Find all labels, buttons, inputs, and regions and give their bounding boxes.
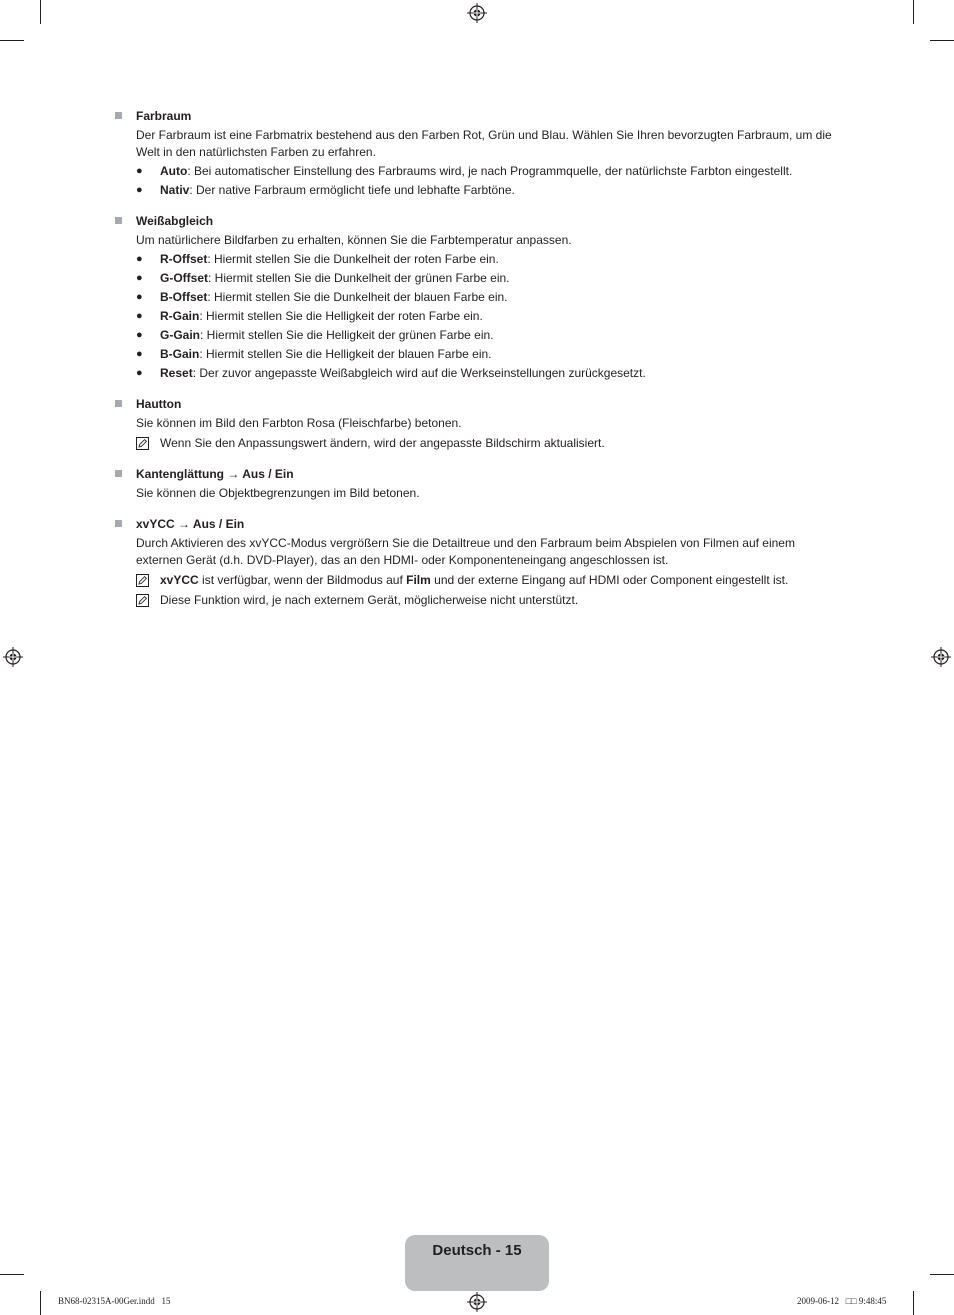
- section-title: Farbraum: [136, 109, 192, 123]
- note-pencil-icon: [136, 574, 160, 591]
- square-bullet-icon: [115, 466, 136, 483]
- crop-mark: [913, 1291, 914, 1315]
- item-text: : Hiermit stellen Sie die Dunkelheit der grünen Farbe ein.: [208, 271, 510, 285]
- item-term: R-Offset: [160, 252, 208, 266]
- note-term: Film: [406, 573, 431, 587]
- item-text: : Hiermit stellen Sie die Dunkelheit der roten Farbe ein.: [207, 252, 499, 266]
- note-text-part: und der externe Eingang auf HDMI oder Component eingestellt ist.: [430, 573, 789, 587]
- item-term: R-Gain: [160, 309, 200, 323]
- list-item: [136, 346, 835, 363]
- item-term: G-Gain: [160, 328, 201, 342]
- list-item: [136, 327, 835, 344]
- bullet-dot-icon: ●: [136, 184, 143, 196]
- square-bullet-icon: [115, 213, 136, 230]
- note-pencil-icon: [136, 437, 160, 454]
- bullet-dot-icon: ●: [136, 253, 143, 265]
- section-title: Weißabgleich: [136, 214, 214, 228]
- note-text: Wenn Sie den Anpassungswert ändern, wird der angepasste Bildschirm aktualisiert.: [160, 436, 605, 450]
- manual-content: [115, 108, 835, 618]
- item-term: B-Offset: [160, 290, 208, 304]
- list-item: [136, 182, 835, 199]
- item-text: : Der zuvor angepasste Weißabgleich wird auf die Werkseinstellungen zurückgesetzt.: [192, 366, 646, 380]
- page-number-badge: [405, 1235, 549, 1291]
- item-text: : Der native Farbraum ermöglicht tiefe und lebhafte Farbtöne.: [189, 183, 515, 197]
- square-bullet-icon: [115, 108, 136, 125]
- list-item: [136, 365, 835, 382]
- bullet-dot-icon: ●: [136, 329, 143, 341]
- section-farbraum: [115, 108, 835, 199]
- item-term: Reset: [160, 366, 193, 380]
- list-item: [136, 163, 835, 180]
- note: [136, 592, 835, 609]
- item-text: : Hiermit stellen Sie die Dunkelheit der blauen Farbe ein.: [207, 290, 508, 304]
- bullet-dot-icon: ●: [136, 367, 143, 379]
- crop-mark: [930, 1274, 954, 1275]
- section-xvycc: [115, 516, 835, 609]
- note-text: Diese Funktion wird, je nach externem Gerät, möglicherweise nicht unterstützt.: [160, 593, 579, 607]
- registration-mark-icon: [3, 647, 23, 667]
- note-term: xvYCC: [160, 573, 199, 587]
- item-text: : Bei automatischer Einstellung des Farbraums wird, je nach Programmquelle, der natürlichste Farbton eingestellt.: [187, 164, 793, 178]
- section-paragraph: Durch Aktivieren des xvYCC-Modus vergrößern Sie die Detailtreue und den Farbraum beim Abspielen von Filmen auf einem externen Gerät (d.h. DVD-Player), das an den HDMI- oder Komponenteneingang angeschlossen ist.: [136, 536, 795, 567]
- list-item: [136, 270, 835, 287]
- crop-mark: [930, 40, 954, 41]
- registration-mark-icon: [931, 647, 951, 667]
- item-term: B-Gain: [160, 347, 200, 361]
- item-term: Nativ: [160, 183, 190, 197]
- square-bullet-icon: [115, 396, 136, 413]
- item-text: : Hiermit stellen Sie die Helligkeit der roten Farbe ein.: [199, 309, 483, 323]
- note-text-part: ist verfügbar, wenn der Bildmodus auf: [198, 573, 407, 587]
- bullet-dot-icon: ●: [136, 272, 143, 284]
- section-paragraph: Um natürlichere Bildfarben zu erhalten, können Sie die Farbtemperatur anpassen.: [136, 233, 572, 247]
- footer-timestamp: 2009-06-12 □□ 9:48:45: [797, 1296, 887, 1306]
- section-paragraph: Der Farbraum ist eine Farbmatrix bestehend aus den Farben Rot, Grün und Blau. Wählen Sie Ihren bevorzugten Farbraum, um die Welt in den natürlichsten Farben zu erfahren.: [136, 128, 832, 159]
- note-text: [160, 572, 788, 589]
- footer-file-name: BN68-02315A-00Ger.indd 15: [58, 1296, 171, 1306]
- section-hautton: [115, 396, 835, 452]
- item-term: G-Offset: [160, 271, 208, 285]
- section-weissabgleich: [115, 213, 835, 382]
- registration-mark-icon: [467, 3, 487, 23]
- note-pencil-icon: [136, 594, 160, 611]
- crop-mark: [913, 0, 914, 24]
- section-title: Kantenglättung → Aus / Ein: [136, 467, 294, 481]
- list-item: [136, 308, 835, 325]
- bullet-dot-icon: ●: [136, 310, 143, 322]
- note: [136, 572, 835, 589]
- section-title: Hautton: [136, 397, 182, 411]
- note: [136, 435, 835, 452]
- crop-mark: [0, 40, 24, 41]
- item-text: : Hiermit stellen Sie die Helligkeit der grünen Farbe ein.: [200, 328, 494, 342]
- list-item: [136, 289, 835, 306]
- square-bullet-icon: [115, 516, 136, 533]
- page-number: Deutsch - 15: [432, 1242, 522, 1259]
- section-paragraph: Sie können im Bild den Farbton Rosa (Fleischfarbe) betonen.: [136, 416, 462, 430]
- bullet-dot-icon: ●: [136, 291, 143, 303]
- section-paragraph: Sie können die Objektbegrenzungen im Bild betonen.: [136, 486, 420, 500]
- section-kantenglaettung: [115, 466, 835, 502]
- section-title: xvYCC → Aus / Ein: [136, 517, 245, 531]
- list-item: [136, 251, 835, 268]
- crop-mark: [0, 1274, 24, 1275]
- registration-mark-icon: [467, 1292, 487, 1312]
- item-term: Auto: [160, 164, 188, 178]
- crop-mark: [40, 1291, 41, 1315]
- item-text: : Hiermit stellen Sie die Helligkeit der blauen Farbe ein.: [199, 347, 492, 361]
- bullet-dot-icon: ●: [136, 348, 143, 360]
- bullet-dot-icon: ●: [136, 165, 143, 177]
- crop-mark: [40, 0, 41, 24]
